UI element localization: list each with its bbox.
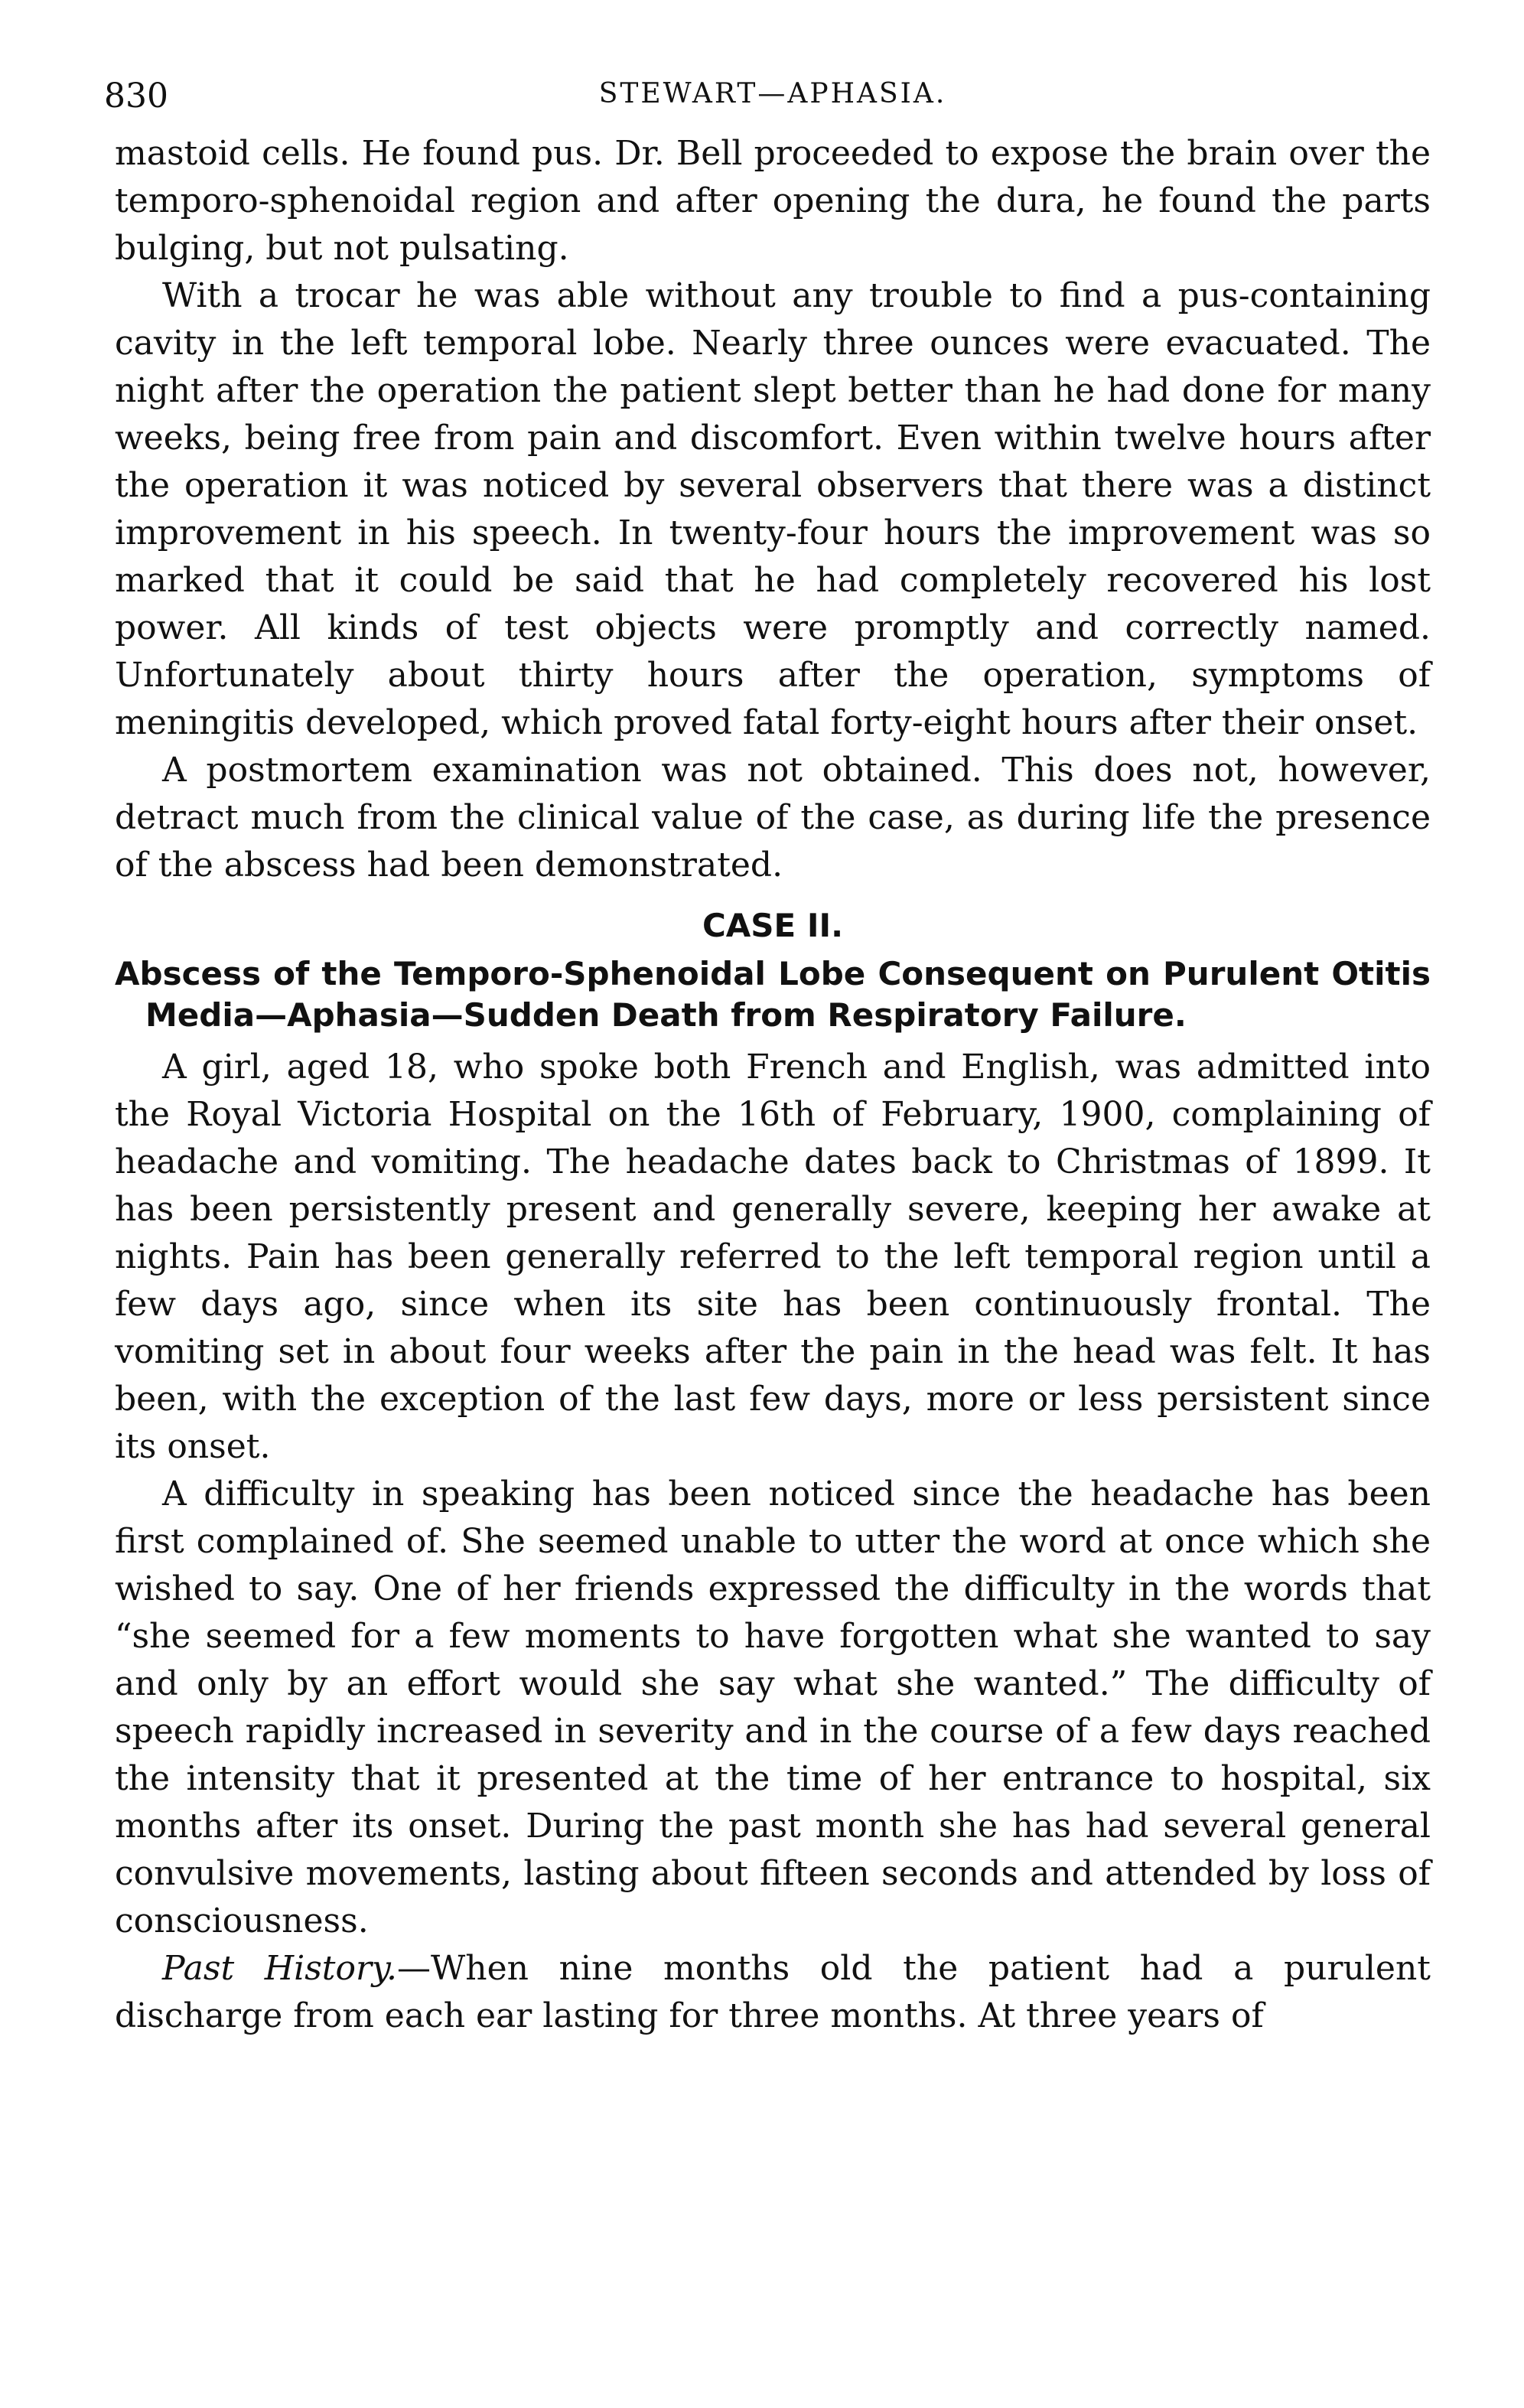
past-history-text: —When nine months old the patient had a purulent discharge from each ear lasting for three months. At three years of [115,1949,1431,2035]
running-head [104,77,1431,130]
paragraph-6 [115,1945,1431,2040]
paragraph-4: A girl, aged 18, who spoke both French and English, was admitted into the Royal Victoria Hospital on the 16th of February, 1900, complaining of headache and vomiting. The headache dates back to Christmas of 1899. It has been persistently present and generally severe, keeping her awake at nights. Pain has been generally referred to the left temporal region until a few days ago, since when its site has been continuously frontal. The vomiting set in about four weeks after the pain in the head was felt. It has been, with the exception of the last few days, more or less persistent since its onset. [115,1048,1431,1466]
paragraph-5: A difficulty in speaking has been noticed since the headache has been first complained of. She seemed unable to utter the word at once which she wished to say. One of her friends expressed the difficulty in the words that “she seemed for a few moments to have forgotten what she wanted to say and only by an effort would she say what she wanted.” The difficulty of speech rapidly increased in severity and in the course of a few days reached the intensity that it presented at the time of her entrance to hospital, six months after its onset. During the past month she has had several general convulsive movements, lasting about fifteen seconds and attended by loss of consciousness. [115,1474,1431,1940]
page [104,77,1431,2040]
paragraph-1: mastoid cells. He found pus. Dr. Bell proceeded to expose the brain over the temporo-sphenoidal region and after opening the dura, he found the parts bulging, but not pulsating. [115,134,1431,268]
page-number: 830 [104,77,168,116]
paragraph-2: With a trocar he was able without any trouble to find a pus-containing cavity in the left temporal lobe. Nearly three ounces were evacuated. The night after the operation the patient slept better than he had done for many weeks, being free from pain and discomfort. Even within twelve hours after the operation it was noticed by several observers that there was a distinct improvement in his speech. In twenty-four hours the improvement was so marked that it could be said that he had completely recovered his lost power. All kinds of test objects were promptly and correctly named. Unfortunately about thirty hours after the operation, symptoms of meningitis developed, which proved fatal forty-eight hours after their onset. [115,276,1431,742]
past-history-label: Past History. [162,1949,397,1988]
paragraph-3: A postmortem examination was not obtained. This does not, however, detract much from the clinical value of the case, as during life the presence of the abscess had been demonstrated. [115,751,1431,885]
case-title: Abscess of the Temporo-Sphenoidal Lobe Consequent on Purulent Otitis Media—Aphasia—Sudden Death from Respiratory Failure. [115,955,1431,1034]
running-title: STEWART—APHASIA. [598,78,947,109]
case-heading: CASE II. [702,907,844,944]
